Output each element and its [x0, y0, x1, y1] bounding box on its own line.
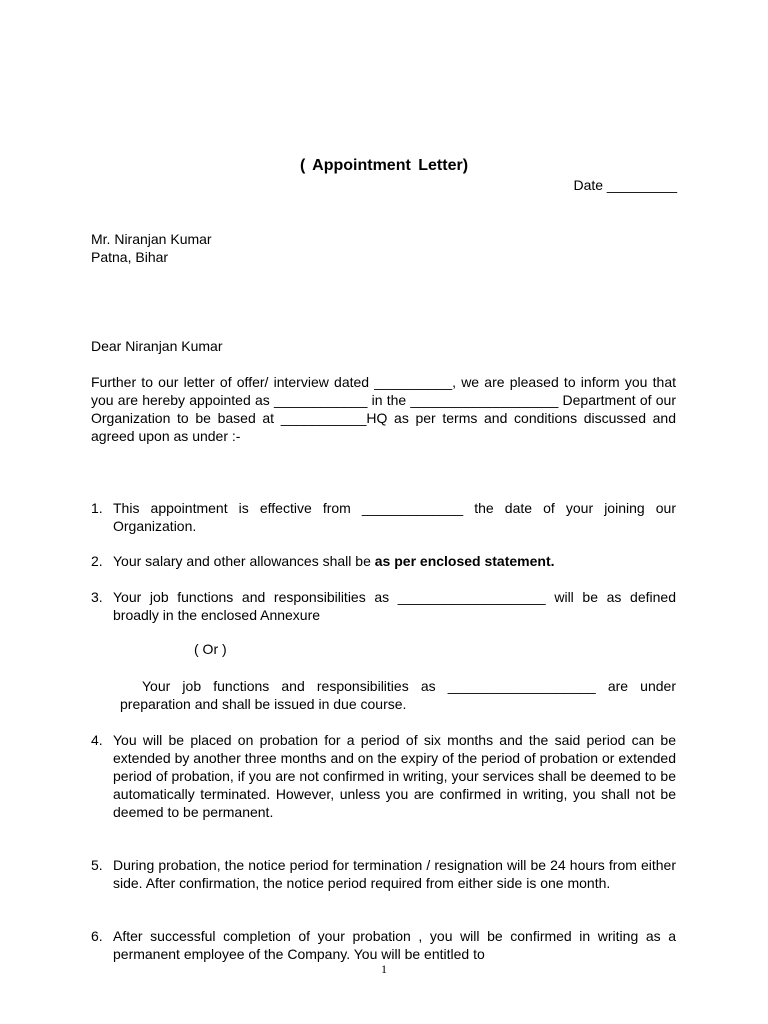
list-item-text: After successful completion of your probation , you will be confirmed in writing as a permanent employee of the Company. You will be entitled to [113, 928, 676, 962]
list-item-6 [91, 927, 676, 963]
date-line: Date _________ [573, 177, 677, 193]
recipient-name: Mr. Niranjan Kumar [91, 231, 212, 247]
list-item-2 [91, 552, 676, 570]
salary-text: Your salary and other allowances shall be [113, 553, 375, 569]
recipient-location: Patna, Bihar [91, 248, 169, 265]
list-item-text: During probation, the notice period for termination / resignation will be 24 hours from either side. After confirmation, the notice period required from either side is one month. [113, 857, 676, 891]
list-item-4 [91, 731, 676, 821]
list-item-text: This appointment is effective from _____________ the date of your joining our Organization. [113, 500, 676, 534]
list-item-5 [91, 856, 676, 892]
salutation: Dear Niranjan Kumar [91, 338, 223, 354]
list-item-3 [91, 588, 676, 624]
list-item-number: 3. [91, 589, 103, 605]
letter-title: ( Appointment Letter) [299, 157, 469, 174]
alternative-paragraph: Your job functions and responsibilities as ___________________ are under preparation and shall be issued in due course. [120, 678, 676, 712]
list-item-1 [91, 499, 676, 535]
list-item-text: You will be placed on probation for a period of six months and the said period can be extended by another three months and on the expiry of the period of probation or extended period of probation, if you are not confirmed in writing, your services shall be deemed to be automatically terminated. However, unless you are confirmed in writing, you shall not be deemed to be permanent. [113, 732, 676, 820]
list-item-number: 2. [91, 553, 103, 569]
list-item-text: Your job functions and responsibilities as ___________________ will be as defined broadly in the enclosed Annexure [113, 589, 676, 623]
recipient-address [91, 231, 212, 266]
intro-paragraph: Further to our letter of offer/ interview dated __________, we are pleased to inform you that you are hereby appointed as ____________ in the ___________________ Department of our Organization to be based at ___________HQ as per terms and conditions discussed and agreed upon as under :- [91, 374, 676, 444]
list-item-number: 6. [91, 928, 103, 944]
list-item-number: 5. [91, 857, 103, 873]
list-item-number: 4. [91, 732, 103, 748]
list-item-text [113, 552, 676, 570]
page-number: 1 [381, 962, 387, 976]
list-item-number: 1. [91, 500, 103, 516]
salary-bold-text: as per enclosed statement. [374, 553, 555, 569]
or-label: ( Or ) [194, 641, 227, 657]
